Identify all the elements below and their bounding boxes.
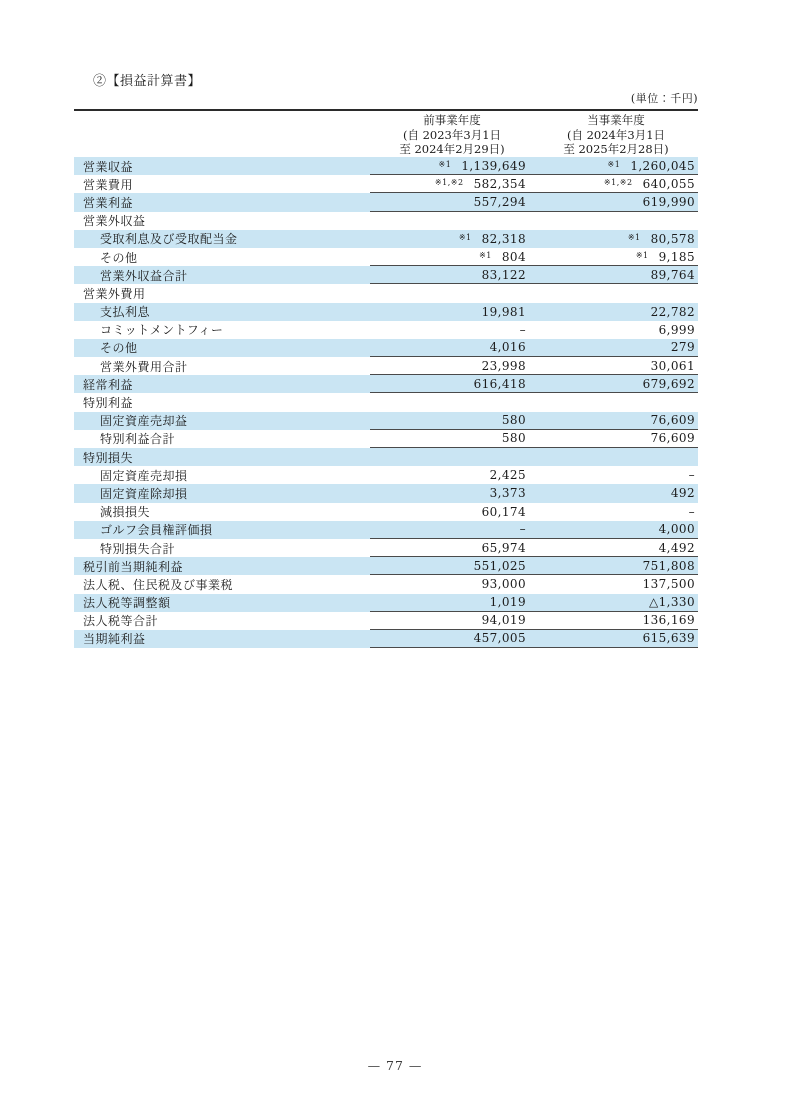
amount-cell-current-year	[534, 393, 698, 411]
amount-cell-current-year	[534, 448, 698, 466]
amount-cell-prior-year	[370, 193, 534, 211]
table-body	[74, 157, 698, 648]
amount-value: 640,055	[642, 176, 695, 191]
amount-cell-current-year	[534, 284, 698, 302]
amount-value: 3,373	[489, 486, 526, 501]
table-row	[74, 157, 698, 175]
amount-value: 4,016	[489, 340, 526, 355]
row-label: 固定資産売却損	[100, 468, 188, 483]
amount-value: 580	[501, 431, 526, 446]
row-label: その他	[100, 250, 138, 265]
amount-cell-prior-year	[370, 357, 534, 375]
amount-value: 22,782	[650, 304, 695, 319]
amount-cell-prior-year	[370, 339, 534, 357]
amount-value: 60,174	[481, 504, 526, 519]
amount-value: –	[688, 468, 695, 483]
note-reference: ※1,※2	[603, 178, 633, 188]
header-label-spacer	[74, 111, 370, 157]
amount-cell-current-year	[534, 575, 698, 593]
amount-cell-current-year	[534, 266, 698, 284]
amount-value: 1,019	[489, 595, 526, 610]
amount-cell-prior-year	[370, 321, 534, 339]
amount-value: 582,354	[473, 176, 526, 191]
note-reference: ※1	[607, 160, 621, 170]
amount-value: △1,330	[649, 595, 695, 610]
amount-value: 30,061	[650, 358, 695, 373]
row-label: 営業外費用	[83, 286, 146, 301]
row-label: コミットメントフィー	[100, 323, 224, 338]
amount-value: 19,981	[481, 304, 526, 319]
amount-value: 2,425	[489, 468, 526, 483]
amount-cell-current-year	[534, 539, 698, 557]
amount-value: 93,000	[481, 577, 526, 592]
current-year-period-to: 至 2025年2月28日)	[563, 142, 669, 156]
amount-cell-prior-year	[370, 521, 534, 539]
note-reference: ※1	[635, 251, 649, 261]
amount-cell-current-year	[534, 557, 698, 575]
table-row	[74, 266, 698, 284]
amount-value: 83,122	[481, 267, 526, 282]
row-label: 営業費用	[83, 177, 134, 192]
table-row	[74, 212, 698, 230]
amount-value: 65,974	[481, 540, 526, 555]
amount-cell-prior-year	[370, 430, 534, 448]
row-label: 税引前当期純利益	[83, 559, 184, 574]
amount-value: 1,260,045	[630, 158, 695, 173]
table-row	[74, 175, 698, 193]
amount-cell-current-year	[534, 303, 698, 321]
page-title: ②【損益計算書】	[93, 74, 202, 89]
amount-cell-prior-year	[370, 303, 534, 321]
table-row	[74, 339, 698, 357]
amount-value: 137,500	[642, 577, 695, 592]
row-label: 経常利益	[83, 377, 134, 392]
amount-value: 679,692	[642, 376, 695, 391]
table-row	[74, 484, 698, 502]
amount-value: 279	[670, 340, 695, 355]
amount-cell-current-year	[534, 230, 698, 248]
row-label: 特別利益合計	[100, 432, 176, 447]
row-label: 受取利息及び受取配当金	[100, 232, 238, 247]
table-row	[74, 357, 698, 375]
table-row	[74, 193, 698, 211]
amount-value: 1,139,649	[461, 158, 526, 173]
amount-cell-current-year	[534, 612, 698, 630]
amount-cell-prior-year	[370, 284, 534, 302]
amount-value: 80,578	[650, 231, 695, 246]
row-label: 営業外費用合計	[100, 359, 188, 374]
row-label: 固定資産除却損	[100, 486, 188, 501]
row-label: 営業外収益	[83, 214, 146, 229]
amount-cell-current-year	[534, 357, 698, 375]
amount-cell-prior-year	[370, 484, 534, 502]
amount-cell-prior-year	[370, 393, 534, 411]
amount-cell-prior-year	[370, 375, 534, 393]
prior-year-period-to: 至 2024年2月29日)	[399, 142, 505, 156]
table-row	[74, 230, 698, 248]
table-row	[74, 248, 698, 266]
amount-value: 82,318	[481, 231, 526, 246]
amount-cell-current-year	[534, 521, 698, 539]
table-row	[74, 612, 698, 630]
amount-value: 616,418	[473, 376, 526, 391]
amount-value: 136,169	[642, 613, 695, 628]
table-row	[74, 430, 698, 448]
amount-cell-prior-year	[370, 503, 534, 521]
row-label: 特別利益	[83, 396, 134, 411]
amount-value: 551,025	[473, 558, 526, 573]
page-number: — 77 —	[367, 1058, 423, 1073]
amount-cell-current-year	[534, 212, 698, 230]
row-label: 法人税、住民税及び事業税	[83, 577, 234, 592]
amount-cell-current-year	[534, 430, 698, 448]
note-reference: ※1	[458, 233, 472, 243]
amount-cell-prior-year	[370, 612, 534, 630]
prior-year-period-from: (自 2023年3月1日	[402, 127, 502, 142]
amount-cell-current-year	[534, 503, 698, 521]
amount-value: 9,185	[658, 249, 695, 264]
amount-cell-current-year	[534, 157, 698, 175]
table-row	[74, 630, 698, 648]
row-label: 法人税等合計	[83, 614, 159, 629]
unit-label: (単位：千円)	[630, 92, 698, 105]
row-label: 支払利息	[100, 305, 151, 320]
amount-cell-prior-year	[370, 630, 534, 648]
table-row	[74, 539, 698, 557]
amount-cell-current-year	[534, 175, 698, 193]
amount-cell-current-year	[534, 412, 698, 430]
note-reference: ※1,※2	[434, 178, 464, 188]
table-row	[74, 557, 698, 575]
amount-cell-prior-year	[370, 175, 534, 193]
column-header-prior-year	[370, 111, 534, 157]
row-label: 減損損失	[100, 505, 151, 520]
table-row	[74, 303, 698, 321]
table-header	[74, 111, 698, 157]
amount-cell-prior-year	[370, 266, 534, 284]
amount-value: 619,990	[642, 194, 695, 209]
amount-cell-prior-year	[370, 212, 534, 230]
note-reference: ※1	[438, 160, 452, 170]
table-row	[74, 375, 698, 393]
table-row	[74, 503, 698, 521]
amount-cell-current-year	[534, 321, 698, 339]
table-row	[74, 412, 698, 430]
amount-value: 76,609	[650, 413, 695, 428]
row-label: 特別損失	[83, 450, 134, 465]
amount-value: 751,808	[642, 558, 695, 573]
amount-cell-prior-year	[370, 539, 534, 557]
table-row	[74, 393, 698, 411]
note-reference: ※1	[627, 233, 641, 243]
amount-cell-prior-year	[370, 412, 534, 430]
column-header-current-year	[534, 111, 698, 157]
amount-cell-prior-year	[370, 466, 534, 484]
row-label: その他	[100, 341, 138, 356]
prior-year-title: 前事業年度	[423, 113, 481, 127]
amount-value: 4,000	[658, 522, 695, 537]
amount-cell-current-year	[534, 375, 698, 393]
amount-value: –	[688, 504, 695, 519]
amount-cell-current-year	[534, 594, 698, 612]
amount-value: 557,294	[473, 194, 526, 209]
amount-cell-current-year	[534, 466, 698, 484]
amount-value: 89,764	[650, 267, 695, 282]
amount-value: 457,005	[473, 631, 526, 646]
amount-cell-prior-year	[370, 230, 534, 248]
amount-value: 94,019	[481, 613, 526, 628]
amount-value: 615,639	[642, 631, 695, 646]
amount-value: 76,609	[650, 431, 695, 446]
amount-cell-prior-year	[370, 248, 534, 266]
amount-value: 580	[501, 413, 526, 428]
current-year-title: 当事業年度	[587, 113, 645, 127]
amount-cell-prior-year	[370, 594, 534, 612]
row-label: 特別損失合計	[100, 541, 176, 556]
amount-value: –	[519, 522, 526, 537]
amount-value: 6,999	[658, 322, 695, 337]
amount-cell-current-year	[534, 484, 698, 502]
amount-cell-prior-year	[370, 157, 534, 175]
row-label: 営業収益	[83, 159, 134, 174]
row-label: ゴルフ会員権評価損	[100, 523, 213, 538]
amount-cell-current-year	[534, 193, 698, 211]
table-row	[74, 594, 698, 612]
table-row	[74, 284, 698, 302]
amount-cell-prior-year	[370, 448, 534, 466]
amount-value: 23,998	[481, 358, 526, 373]
row-label: 固定資産売却益	[100, 414, 188, 429]
table-row	[74, 321, 698, 339]
current-year-period-from: (自 2024年3月1日	[566, 127, 666, 142]
row-label: 法人税等調整額	[83, 596, 171, 611]
table-row	[74, 466, 698, 484]
amount-cell-current-year	[534, 248, 698, 266]
amount-value: 492	[670, 486, 695, 501]
amount-cell-current-year	[534, 339, 698, 357]
amount-value: –	[519, 322, 526, 337]
amount-cell-prior-year	[370, 575, 534, 593]
table-row	[74, 448, 698, 466]
row-label: 当期純利益	[83, 632, 146, 647]
amount-value: 804	[501, 249, 526, 264]
income-statement-table	[74, 109, 698, 648]
table-row	[74, 575, 698, 593]
table-row	[74, 521, 698, 539]
row-label: 営業外収益合計	[100, 268, 188, 283]
amount-cell-prior-year	[370, 557, 534, 575]
note-reference: ※1	[479, 251, 492, 261]
amount-value: 4,492	[658, 540, 695, 555]
row-label: 営業利益	[83, 195, 134, 210]
amount-cell-current-year	[534, 630, 698, 648]
